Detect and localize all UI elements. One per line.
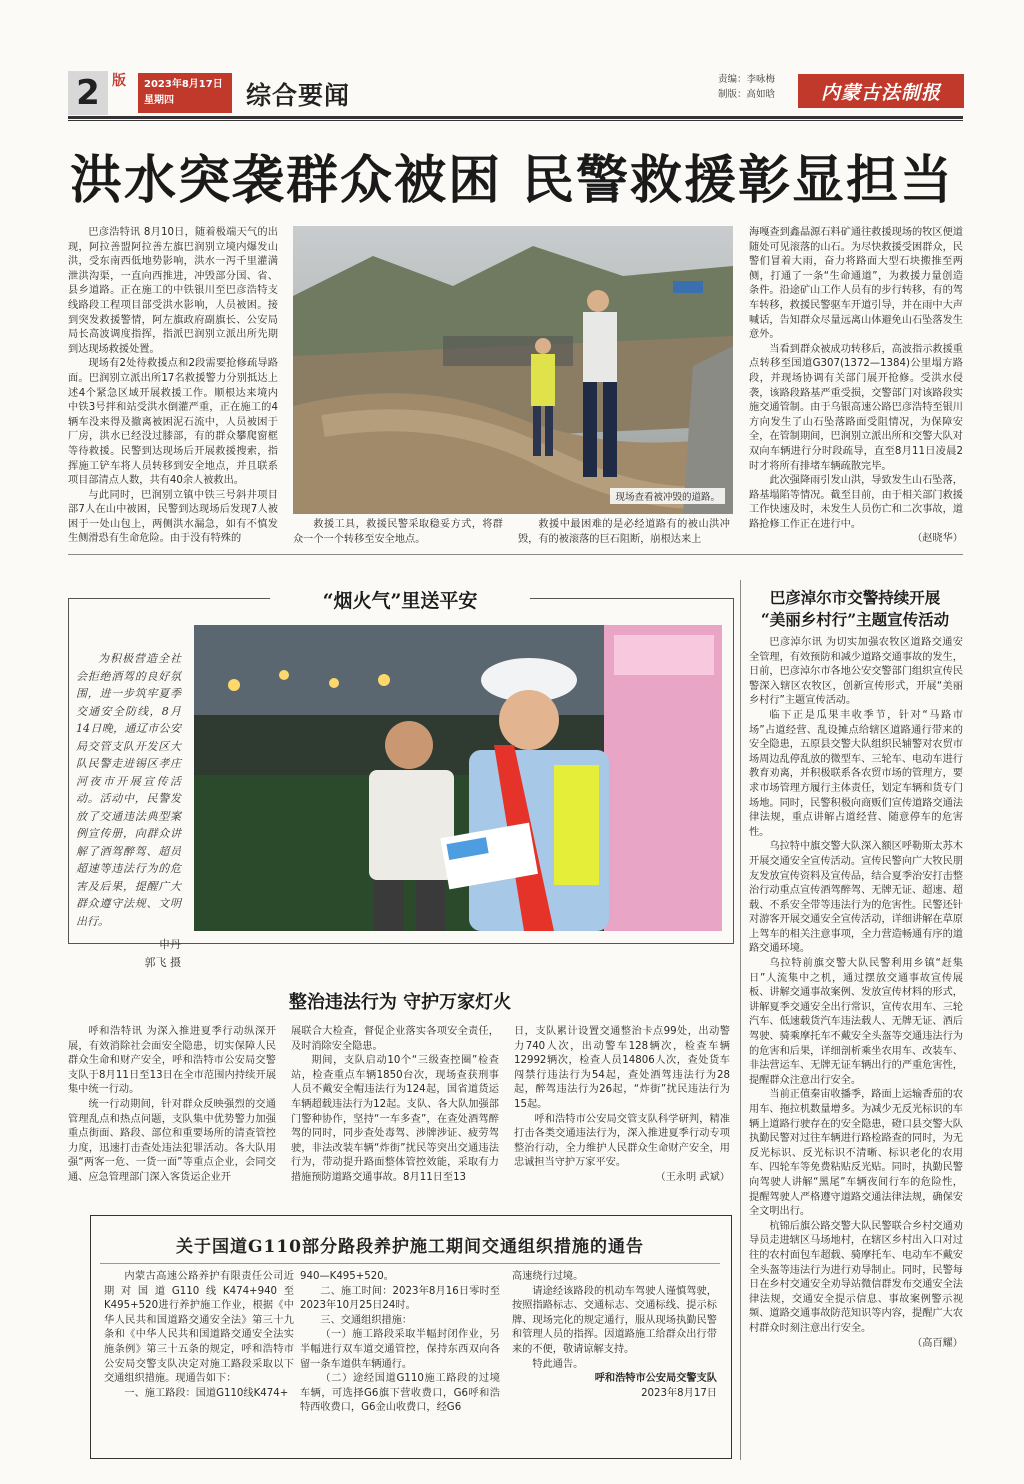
zhengzhi-title: 整治违法行为 守护万家灯火 — [288, 992, 512, 1013]
notice-title: 关于国道G110部分路段养护施工期间交通组织措施的通告 — [175, 1237, 644, 1257]
beautiful-paragraph: 当前正值秦宙收播季，路面上运输香茄的农用车、拖拉机数量增多。为减少无反光标识的车辆上道路行驶存在的安全隐患，磴口县交警大队执勤民警对过往车辆进行路检路查的同时，为无反光标识、反光标识不清晰、标识老化的农用车、四轮车等免费粘贴反光贴。同时，执勤民警向驾驶人讲解“黑尾”车辆夜间行车的危险性，提醒驾驶人严格遵守道路交通法律法规，确保安全文明出行。 — [749, 1089, 963, 1218]
photo-caption: 现场查看被冲毁的道路。 — [610, 488, 725, 504]
beautiful-body — [749, 636, 963, 1351]
yanhuo-text — [76, 650, 181, 971]
date-box — [138, 73, 232, 113]
notice-paragraph: 内蒙古高速公路养护有限责任公司近期对国道G110线K474+940至K495+520进行养护施工作业，根据《中华人民共和国道路交通安全法》第三十九条和《中华人民共和国道路交通安全法实施条例》第三十五条的规定，呼和浩特市公安局交警支队决定对施工路段采取以下交通组织措施。现通告如下： — [104, 1271, 294, 1385]
notice-paragraph: 请途经该路段的机动车驾驶人谨慎驾驶，按照指路标志、交通标志、交通标线、提示标牌、现场完化的规定通行，服从现场执勤民警和管理人员的指挥。因道路施工给群众出行带来的不便，敬请谅解支持。 — [512, 1285, 717, 1355]
lead-column-3 — [518, 518, 730, 547]
issue-weekday: 星期四 — [144, 95, 174, 106]
zhengzhi-paragraph: 呼和浩特市公安局交管支队科学研判，精准打击各类交通违法行为，深入推进夏季行动专项整治行动，全力维护人民群众生命财产安全，用忠诚担当守护万家平安。 — [514, 1113, 730, 1169]
header-rule-thin — [68, 120, 963, 121]
lead-column-4 — [749, 226, 963, 547]
zhengzhi-byline: （王永明 武斌） — [655, 1171, 730, 1183]
zhengzhi-paragraph: 呼和浩特讯 为深入推进夏季行动纵深开展，有效消除社会面安全隐患，切实保障人民群众生命和财产安全，呼和浩特市公安局交警支队于8月11日至13日在全市范围内持续开展集中统一行动。 — [68, 1026, 276, 1096]
lead-byline: （赵晓华） — [912, 533, 963, 545]
flood-scene-image — [293, 226, 733, 514]
notice-paragraph: 二、施工时间：2023年8月16日零时至2023年10月25日24时。 — [300, 1285, 500, 1312]
notice-paragraph: 一、施工路段：国道G110线K474+ — [124, 1387, 289, 1399]
beautiful-paragraph: 乌拉特中旗交警大队深入额区呼勒斯太苏木开展交通安全宣传活动。宣传民警向广大牧民朋友发放宣传资料及宣传品，结合夏季治安打击整治行动重点宣传酒驾醉驾、无牌无证、超速、超载、不系安全带等违法行为的危害性。民警还针对游客开展交通安全宣传活动，详细讲解在草原上驾车的相关注意事项，全力营造畅通有序的道路交通环境。 — [749, 841, 963, 955]
column-divider — [740, 580, 741, 1460]
divider — [68, 554, 963, 555]
zhengzhi-paragraph: 统一行动期间，针对群众反映强烈的交通管理乱点和热点问题，支队集中优势警力加强重点街面、路段、部位和重要场所的清查管控力度，迅速打击查处违法犯罪活动。各大队用强“两客一危、一货一面”等重点企业，会同交通、应急管理部门深入客货运企业开 — [68, 1098, 276, 1183]
notice-paragraph: 三、交通组织措施： — [320, 1314, 413, 1326]
beautiful-byline: （高百耀） — [912, 1337, 963, 1349]
zhengzhi-column-1 — [68, 1025, 276, 1186]
lead-column-2 — [293, 518, 503, 547]
zhengzhi-paragraph: 日，支队累计设置交通整治卡点99处，出动警力740人次，出动警车128辆次，检查车辆12992辆次，检查人员14806人次，查处货车闯禁行违法行为54起，查处酒驾违法行为28起，醉驾违法行为26起，“炸街”扰民违法行为15起。 — [514, 1026, 730, 1110]
zhengzhi-column-2 — [291, 1025, 499, 1186]
zhengzhi-paragraph: 展联合大检查，督促企业落实各项安全责任，及时消除安全隐患。 — [291, 1026, 499, 1052]
notice-paragraph: 特此通告。 — [532, 1358, 584, 1370]
yanhuo-paragraph: 为积极营造全社会拒绝酒驾的良好氛围，进一步筑牢夏季交通安全防线，8月14日晚，通辽市公安局交管支队开发区大队民警走进锡区孝庄河夜市开展宣传活动。活动中，民警发放了交通违法典型案例宣传册，向群众讲解了酒驾醉驾、超员超速等违法行为的危害及后果，提醒广大群众遵守法规、文明出行。 — [76, 652, 181, 928]
beautiful-title-line1: 巴彦淖尔市交警持续开展 — [769, 588, 941, 607]
yanhuo-author: 申丹 — [159, 938, 181, 951]
editor-credit: 责编：李咏梅 — [718, 74, 776, 85]
lead-paragraph: 此次强降雨引发山洪，导致发生山石坠落，路基塌陷等情况。截至目前，由于相关部门救援工作快速及时，未发生人员伤亡和二次事故，道路抢修工作正在进行中。 — [749, 475, 963, 530]
beautiful-paragraph: 杭锦后旗公路交警大队民警联合乡村交通劝导员走进辖区马场地村，在辖区乡村出入口对过往的农村面包车超载、骑摩托车、电动车不戴安全头盔等违法行为进行劝导制止。同时，民警每日在乡村交通安全劝导站微信群发布交通安全法律法规，交通安全提示信息、事故案例警示视频、道路交通事故防范知识等内容，提醒广大农村群众时刻注意出行安全。 — [749, 1220, 963, 1334]
lead-column-1 — [68, 226, 278, 547]
zhengzhi-paragraph: 期间，支队启动10个“三级查控圈”检查站，检查重点车辆1850台次，现场查获刑事人员不戴安全帽违法行为124起，国省道货运车辆超载违法行为12起。支队、各大队加强部门警种协作，坚持“一车多查”，在查处酒驾醉驾的同时，同步查处毒驾、涉牌涉证、疲劳驾驶，非法改装车辆“炸街”扰民等突出交通违法行为，带动提升路面整体管控效能，采取有力措施预防道路交通事故。8月11日至13 — [291, 1055, 499, 1183]
notice-signer: 呼和浩特市公安局交警支队 — [594, 1373, 717, 1385]
designer-credit: 制版：高如晗 — [718, 89, 776, 100]
beautiful-paragraph: 临下正是瓜果丰收季节，针对“马路市场”占道经营、乱设摊点给辖区道路通行带来的安全隐患，五原县交警大队组织民辅警对农贸市场周边乱停乱放的微型车、三轮车、电动车进行教育劝离，并积极联系各农贸市场的管理方，要求市场管理方履行主体责任，划定车辆和货专门场地。同时，民警积极向商贩们宣传道路交通法律法规，重点讲解占道经营、随意停车的危害性。 — [749, 709, 963, 838]
beautiful-paragraph: 巴彦淖尔讯 为切实加强农牧区道路交通安全管理，有效预防和减少道路交通事故的发生，日前，巴彦淖尔市各地公安交警部门组织宣传民警深入辖区农牧区，创新宣传形式，开展“美丽乡村行”主题宣传活动。 — [749, 637, 963, 707]
issue-date: 2023年8月17日 — [144, 79, 223, 90]
header-rule — [68, 116, 963, 119]
yanhuo-photographer: 郭飞 摄 — [144, 955, 181, 969]
notice-paragraph: 高速绕行过境。 — [512, 1271, 584, 1282]
lead-paragraph: 救援工具，救援民警采取稳妥方式，将群众一个一个转移至安全地点。 — [293, 519, 503, 545]
lead-paragraph: 海嘎查到鑫晶源石料矿通往救援现场的牧区便道随处可见滚落的山石。为尽快救援受困群众，民警们冒着大雨，奋力将路面大型石块搬推至两侧，打通了一条“生命通道”，为救援力量创造条件。沿途矿山工作人员有的步行转移，有的驾车转移，救援民警驱车开道引导，并在雨中大声喊话，告知群众尽量远离山体避免山石坠落发生意外。 — [749, 227, 963, 341]
lead-paragraph: 当看到群众被成功转移后，高波指示救援重点转移至国道G307(1372—1384)公里塌方路段，并现场协调有关部门展开抢修。受洪水侵袭，该路段路基严重受损，交警部门对该路段实施交通管制。由于乌银高速公路巴彦浩特至银川方向发生了山石坠落路面受阻情况，为保障安全，在管制期间，巴润别立派出所和交警大队对双向车辆进行分时段疏导，直至8月11日凌晨2时才将所有排堵车辆疏散完毕。 — [749, 343, 963, 472]
notice-column-2 — [300, 1270, 500, 1416]
beautiful-title-line2: “美丽乡村行”主题宣传活动 — [760, 610, 950, 629]
yanhuo-title: “烟火气”里送平安 — [270, 586, 530, 613]
police-photo — [194, 625, 722, 931]
notice-column-1 — [104, 1270, 294, 1401]
lead-paragraph: 救援中最困难的是必经道路有的被山洪冲毁，有的被滚落的巨石阻断，崩根达来上 — [518, 519, 730, 545]
night-market-scene-image — [194, 625, 722, 931]
notice-column-3 — [512, 1270, 717, 1401]
notice-paragraph: （一）施工路段采取半幅封闭作业，另半幅进行双车道交通管控，保持东西双向各留一条车道供车辆通行。 — [300, 1329, 500, 1370]
section-title: 综合要闻 — [246, 81, 351, 110]
page-number: 2 — [68, 71, 108, 115]
lead-paragraph: 与此同时，巴润别立镇中铁三号斜井项目部7人在山中被困，民警到达现场后发现7人被困于一处山包上，两侧洪水漏急，如有不慎发生侧滑恐有生命危险。由于没有特殊的 — [68, 489, 278, 545]
beautiful-paragraph: 乌拉特前旗交警大队民警利用乡镇“赶集日”人流集中之机，通过摆放交通事故宣传展板、讲解交通事故案例、发放宣传材料的形式，讲解夏季交通安全出行常识，宣传农用车、三轮汽车、低速载货汽车违法载人、无牌无证、酒后驾驶、骑乘摩托车不戴安全头盔等交通违法行为的危害和后果，详细剖析乘坐农用车、改装车、非法营运车、无牌无证车辆出行的严重危害性，提醒群众注意出行安全。 — [749, 958, 963, 1086]
lead-paragraph: 巴彦浩特讯 8月10日，随着极端天气的出现，阿拉善盟阿拉善左旗巴润别立境内爆发山洪，受东南西低地势影响，洪水一泻千里灌满泄洪沟渠，一直向西推进，冲毁部分国、省、县乡道路。正在施工的中铁银川至巴彦浩特支线路段工程项目部受洪水影响，人员被困。接到突发救援警情，阿左旗政府副旗长、公安局局长高波调度指挥，指派巴润别立派出所先期到达现场救援处置。 — [68, 227, 278, 355]
notice-paragraph: 940—K495+520。 — [300, 1271, 394, 1282]
lead-headline: 洪水突袭群众被困 民警救援彰显担当 — [69, 150, 955, 211]
flood-photo — [293, 226, 733, 514]
zhengzhi-column-3 — [514, 1025, 730, 1186]
lead-paragraph: 现场有2处待救援点和2段需要抢修疏导路面。巴润别立派出所17名救援警力分别抵达上述4个紧急区域开展救援工作。顺根达来境内中铁3号拌和站受洪水倒灌严重，正在施工的4辆车没来得及撤离被困泥石流中，人员被困于厂房，洪水已经没过膝部，有的群众攀爬窗框等待救援。民警到达现场后开展救援搜索，指挥施工铲车将人员转移到安全地点，并且联系项目部清点人数，共有40余人被救出。 — [68, 358, 278, 487]
ban-label: 版 — [112, 73, 126, 89]
newspaper-logo: 内蒙古法制报 — [798, 74, 964, 108]
notice-rule — [100, 1263, 720, 1264]
notice-date: 2023年8月17日 — [641, 1387, 717, 1399]
beautiful-title — [745, 587, 965, 631]
notice-paragraph: （二）途经国道G110施工路段的过境车辆，可选择G6旗下营收费口，G6呼和浩特西收费口，G6金山收费口，经G6 — [300, 1373, 500, 1414]
editors-box — [718, 72, 775, 102]
